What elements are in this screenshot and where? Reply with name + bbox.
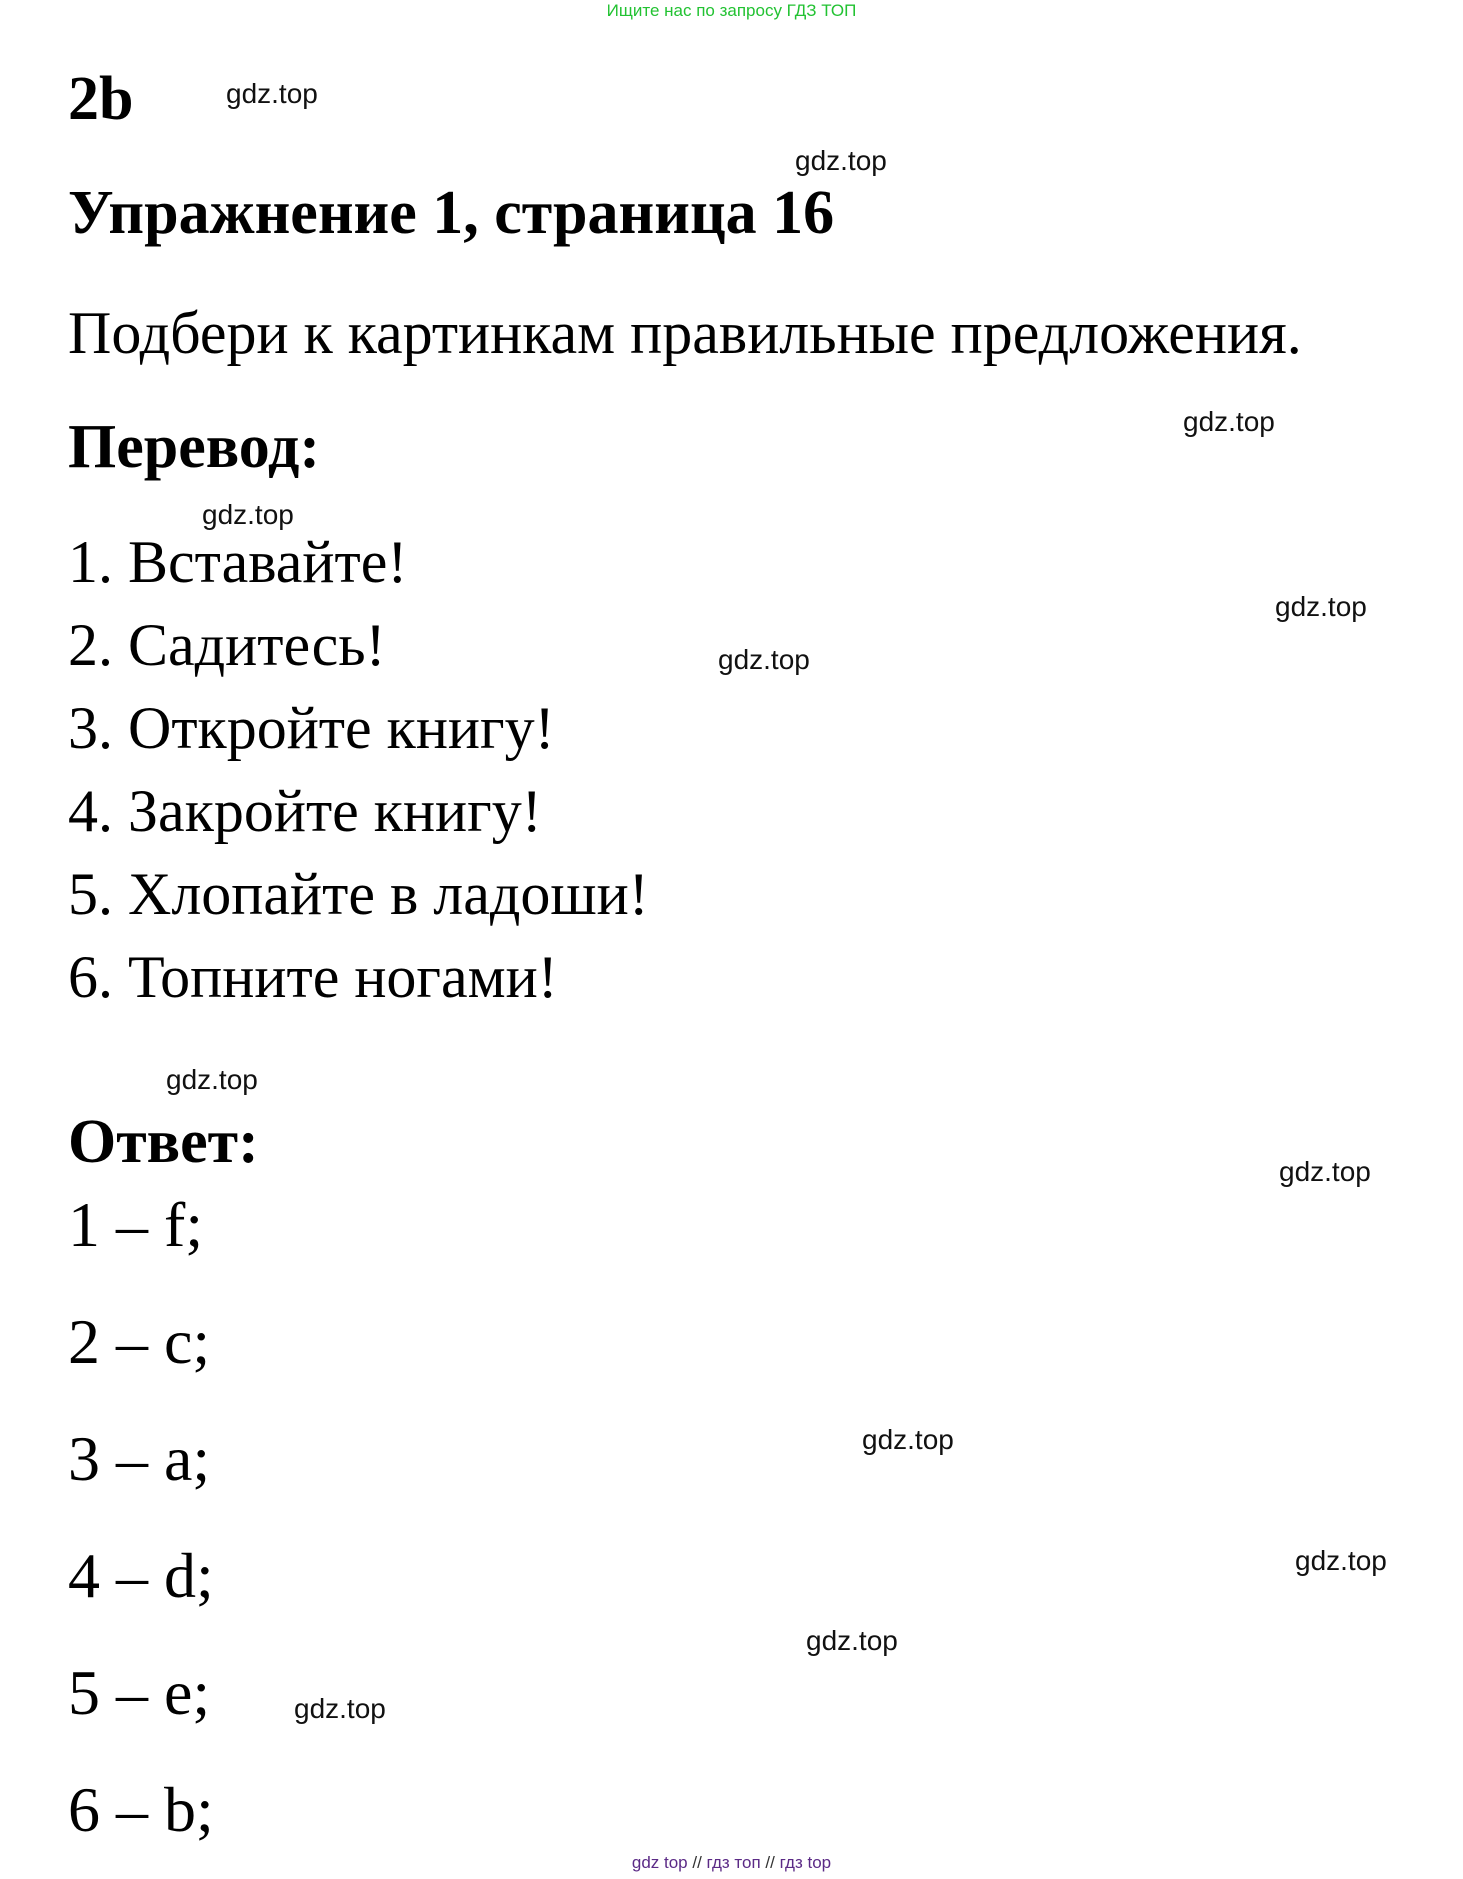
answer-item: 3 – a; bbox=[68, 1423, 211, 1494]
watermark: gdz.top bbox=[166, 1064, 258, 1095]
translation-item: 3. Откройте книгу! bbox=[68, 695, 555, 761]
watermark: gdz.top bbox=[1183, 406, 1275, 437]
translation-heading: Перевод: bbox=[68, 413, 321, 481]
footer-link[interactable]: гдз топ bbox=[706, 1853, 761, 1872]
footer-separator: // bbox=[765, 1853, 775, 1872]
watermark: gdz.top bbox=[862, 1424, 954, 1455]
footer-separator: // bbox=[692, 1853, 702, 1872]
footer-link[interactable]: gdz top bbox=[631, 1853, 688, 1872]
translation-item: 6. Топните ногами! bbox=[68, 944, 558, 1010]
unit-label: 2b bbox=[68, 65, 134, 133]
translation-item: 1. Вставайте! bbox=[68, 529, 408, 595]
top-banner[interactable]: Ищите нас по запросу ГДЗ ТОП bbox=[606, 1, 857, 20]
footer-link[interactable]: гдз top bbox=[779, 1853, 832, 1872]
watermark: gdz.top bbox=[718, 644, 810, 675]
watermark: gdz.top bbox=[795, 145, 887, 176]
watermark: gdz.top bbox=[1275, 591, 1367, 622]
exercise-title: Упражнение 1, страница 16 bbox=[68, 179, 835, 247]
watermark: gdz.top bbox=[202, 499, 294, 530]
translation-item: 4. Закройте книгу! bbox=[68, 778, 542, 844]
answer-item: 5 – e; bbox=[68, 1657, 211, 1728]
watermark: gdz.top bbox=[1295, 1545, 1387, 1576]
footer-links bbox=[0, 1852, 1463, 1874]
answer-item: 1 – f; bbox=[68, 1189, 204, 1260]
translation-item: 5. Хлопайте в ладоши! bbox=[68, 861, 649, 927]
answer-item: 6 – b; bbox=[68, 1774, 214, 1845]
task-text: Подбери к картинкам правильные предложения. bbox=[68, 300, 1302, 366]
watermark: gdz.top bbox=[226, 78, 318, 109]
translation-item: 2. Садитесь! bbox=[68, 612, 386, 678]
watermark: gdz.top bbox=[294, 1693, 386, 1724]
answer-item: 4 – d; bbox=[68, 1540, 214, 1611]
watermark: gdz.top bbox=[1279, 1156, 1371, 1187]
answer-item: 2 – c; bbox=[68, 1306, 211, 1377]
watermark: gdz.top bbox=[806, 1625, 898, 1656]
answer-heading: Ответ: bbox=[68, 1108, 259, 1176]
